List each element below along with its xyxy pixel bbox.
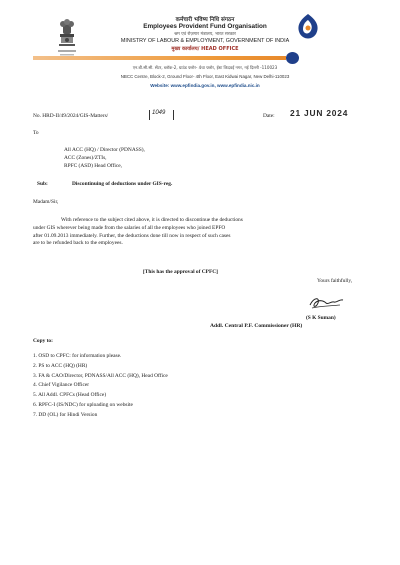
salutation: Madam/Sir, xyxy=(33,199,59,205)
list-item: 4. Chief Vigilance Officer xyxy=(33,382,90,389)
copy-to-list xyxy=(33,352,168,421)
body-line: after 01.09.2013 immediately. Further, the deductions done till now in respect of such cases xyxy=(33,232,231,239)
org-name-hindi: कर्मचारी भविष्य निधि संगठन xyxy=(175,17,235,23)
office-address: NBCC Centre, Block-2, Ground Floor- 4th Floor, East Kidwai Nagar, New Delhi-110023 xyxy=(120,74,290,79)
body-line: under GIS wherever being made from the salaries of all the employees who joined EPFO xyxy=(33,224,226,231)
ministry-name: MINISTRY OF LABOUR & EMPLOYMENT, GOVERNMENT OF INDIA xyxy=(120,38,290,44)
date-label: Date: xyxy=(263,113,275,119)
head-office-label: मुख्य कार्यालय/ HEAD OFFICE xyxy=(171,46,239,52)
list-item: 6. RPFC-I (IS/NDC) for uploading on website xyxy=(33,401,133,408)
date-stamp: 21 JUN 2024 xyxy=(290,108,349,118)
list-item: 1. OSD to CPFC: for information please. xyxy=(33,353,122,359)
to-label: To xyxy=(33,130,39,136)
addressee-line: ACC (Zones)/ZTIs, xyxy=(64,155,107,161)
ministry-name-hindi: श्रम एवं रोज़गार मंत्रालय, भारत सरकार xyxy=(174,32,236,37)
approval-note: [This has the approval of CPFC] xyxy=(143,269,218,275)
body-paragraph xyxy=(33,217,365,248)
signatory-name: (S K Suman) xyxy=(306,315,336,321)
band-end-emblem xyxy=(286,52,299,64)
list-item: 3. FA & CAO/Director, PDNASS/All ACC (HQ), Head Office xyxy=(33,372,168,379)
copy-to-label: Copy to: xyxy=(33,338,53,344)
body-line: are to be refunded back to the employees. xyxy=(33,240,123,247)
subject-text: Discontinuing of deductions under GIS-reg. xyxy=(72,181,173,187)
website-line: Website: www.epfindia.gov.in, www.epfindia.nic.in xyxy=(150,83,260,88)
addressee-line: All ACC (HQ) / Director (PDNASS), xyxy=(64,147,145,153)
body-line: With reference to the subject cited above, it is directed to discontinue the deductions xyxy=(61,217,243,223)
address-hindi: एन.बी.सी.सी. सेंटर, ब्लॉक-2, ग्राउंड फ्लोर- 4था फ्लोर, ईस्ट किदवई नगर, नई दिल्ली -110023 xyxy=(132,65,278,70)
signatory-title: Addl. Central P.F. Commissioner (HR) xyxy=(210,323,303,329)
reference-handwritten-number: 1049 xyxy=(152,110,166,116)
list-item: 7. DD (OL) for Hindi Version xyxy=(33,411,98,418)
list-item: 5. All Addl. CPFCs (Head Office) xyxy=(33,392,107,399)
signature-icon xyxy=(306,293,346,311)
list-item: 2. PS to ACC (HQ) (HR) xyxy=(33,362,88,369)
epfo-logo-icon xyxy=(292,12,324,48)
reference-number: No. HRD-II/49/2024/GIS-Matters/ xyxy=(33,113,109,119)
closing: Yours faithfully, xyxy=(317,278,353,284)
letterhead-band xyxy=(33,56,286,60)
subject-label: Sub: xyxy=(37,181,48,187)
addressee-line: RPFC (ASD) Head Office, xyxy=(64,163,122,169)
org-name: Employees Provident Fund Organisation xyxy=(143,23,267,30)
